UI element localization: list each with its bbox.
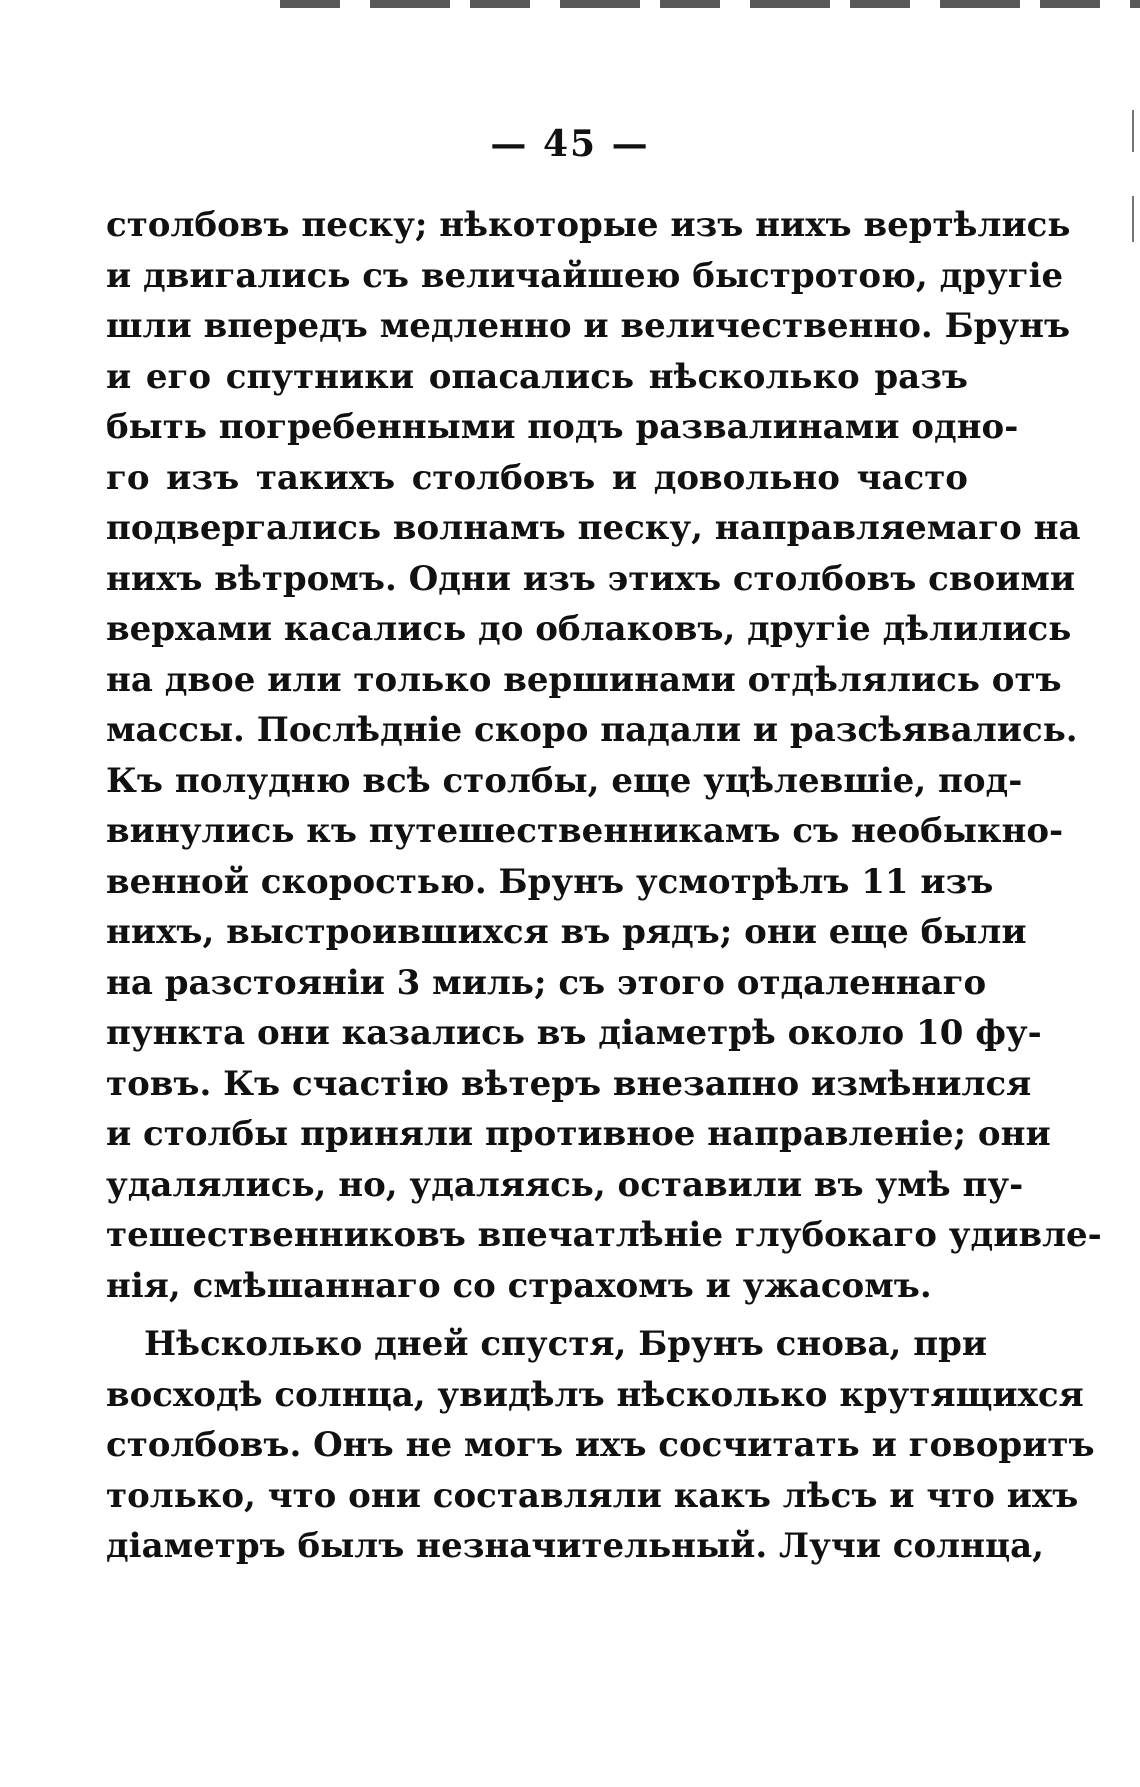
text-line: и двигались съ величайшею быстротою, другіе xyxy=(106,255,1064,296)
text-line: быть погребенными подъ развалинами одно- xyxy=(106,407,1019,447)
page-text xyxy=(106,200,1102,1572)
text-line: діаметръ былъ незначительный. Лучи солнца, xyxy=(106,1526,1045,1566)
text-line: на двое или только вершинами отдѣлялись отъ xyxy=(106,659,1062,700)
text-line: пункта они казались въ діаметрѣ около 10 фу- xyxy=(106,1013,1042,1053)
text-line: и столбы приняли противное направленіе; они xyxy=(106,1114,1051,1154)
text-line: столбовъ. Онъ не могъ ихъ сосчитать и говоритъ xyxy=(106,1425,1095,1465)
scan-right-margin-mark xyxy=(1132,196,1134,242)
scan-top-edge xyxy=(280,0,1140,8)
text-line: Къ полудню всѣ столбы, еще уцѣлевшіе, под- xyxy=(106,760,1023,801)
text-line: Нѣсколько дней спустя, Брунъ снова, при xyxy=(144,1324,988,1364)
text-line: товъ. Къ счастію вѣтеръ внезапно измѣнился xyxy=(106,1063,1032,1104)
text-line: винулись къ путешественникамъ съ необыкно- xyxy=(106,811,1064,851)
paragraph-1 xyxy=(106,200,1102,1311)
text-line: нія, смѣшаннаго со страхомъ и ужасомъ. xyxy=(106,1265,932,1306)
text-line: и его спутники опасались нѣсколько разъ xyxy=(106,356,968,397)
text-line: нихъ вѣтромъ. Одни изъ этихъ столбовъ своими xyxy=(106,558,1076,599)
text-line: верхами касались до облаковъ, другіе дѣлились xyxy=(106,609,1072,649)
text-line: го изъ такихъ столбовъ и довольно часто xyxy=(106,457,968,498)
text-line: нихъ, выстроившихся въ рядъ; они еще были xyxy=(106,912,1027,952)
text-line: массы. Послѣдніе скоро падали и разсѣявались. xyxy=(106,710,1078,750)
text-line: шли впередъ медленно и величественно. Брунъ xyxy=(106,306,1071,346)
page-number: — 45 — xyxy=(490,123,650,165)
text-line: столбовъ песку; нѣкоторые изъ нихъ вертѣлись xyxy=(106,205,1071,245)
text-line: восходѣ солнца, увидѣлъ нѣсколько крутящихся xyxy=(106,1374,1084,1415)
text-line: тешественниковъ впечатлѣніе глубокаго удивле- xyxy=(106,1215,1102,1255)
text-line: подвергались волнамъ песку, направляемаго на xyxy=(106,508,1081,548)
text-line: удалялись, но, удаляясь, оставили въ умѣ пу- xyxy=(106,1164,1024,1205)
text-line: венной скоростью. Брунъ усмотрѣлъ 11 изъ xyxy=(106,861,994,902)
text-line: только, что они составляли какъ лѣсъ и что ихъ xyxy=(106,1475,1079,1516)
text-line: на разстояніи 3 миль; съ этого отдаленнаго xyxy=(106,962,987,1003)
paragraph-2 xyxy=(106,1319,1095,1572)
